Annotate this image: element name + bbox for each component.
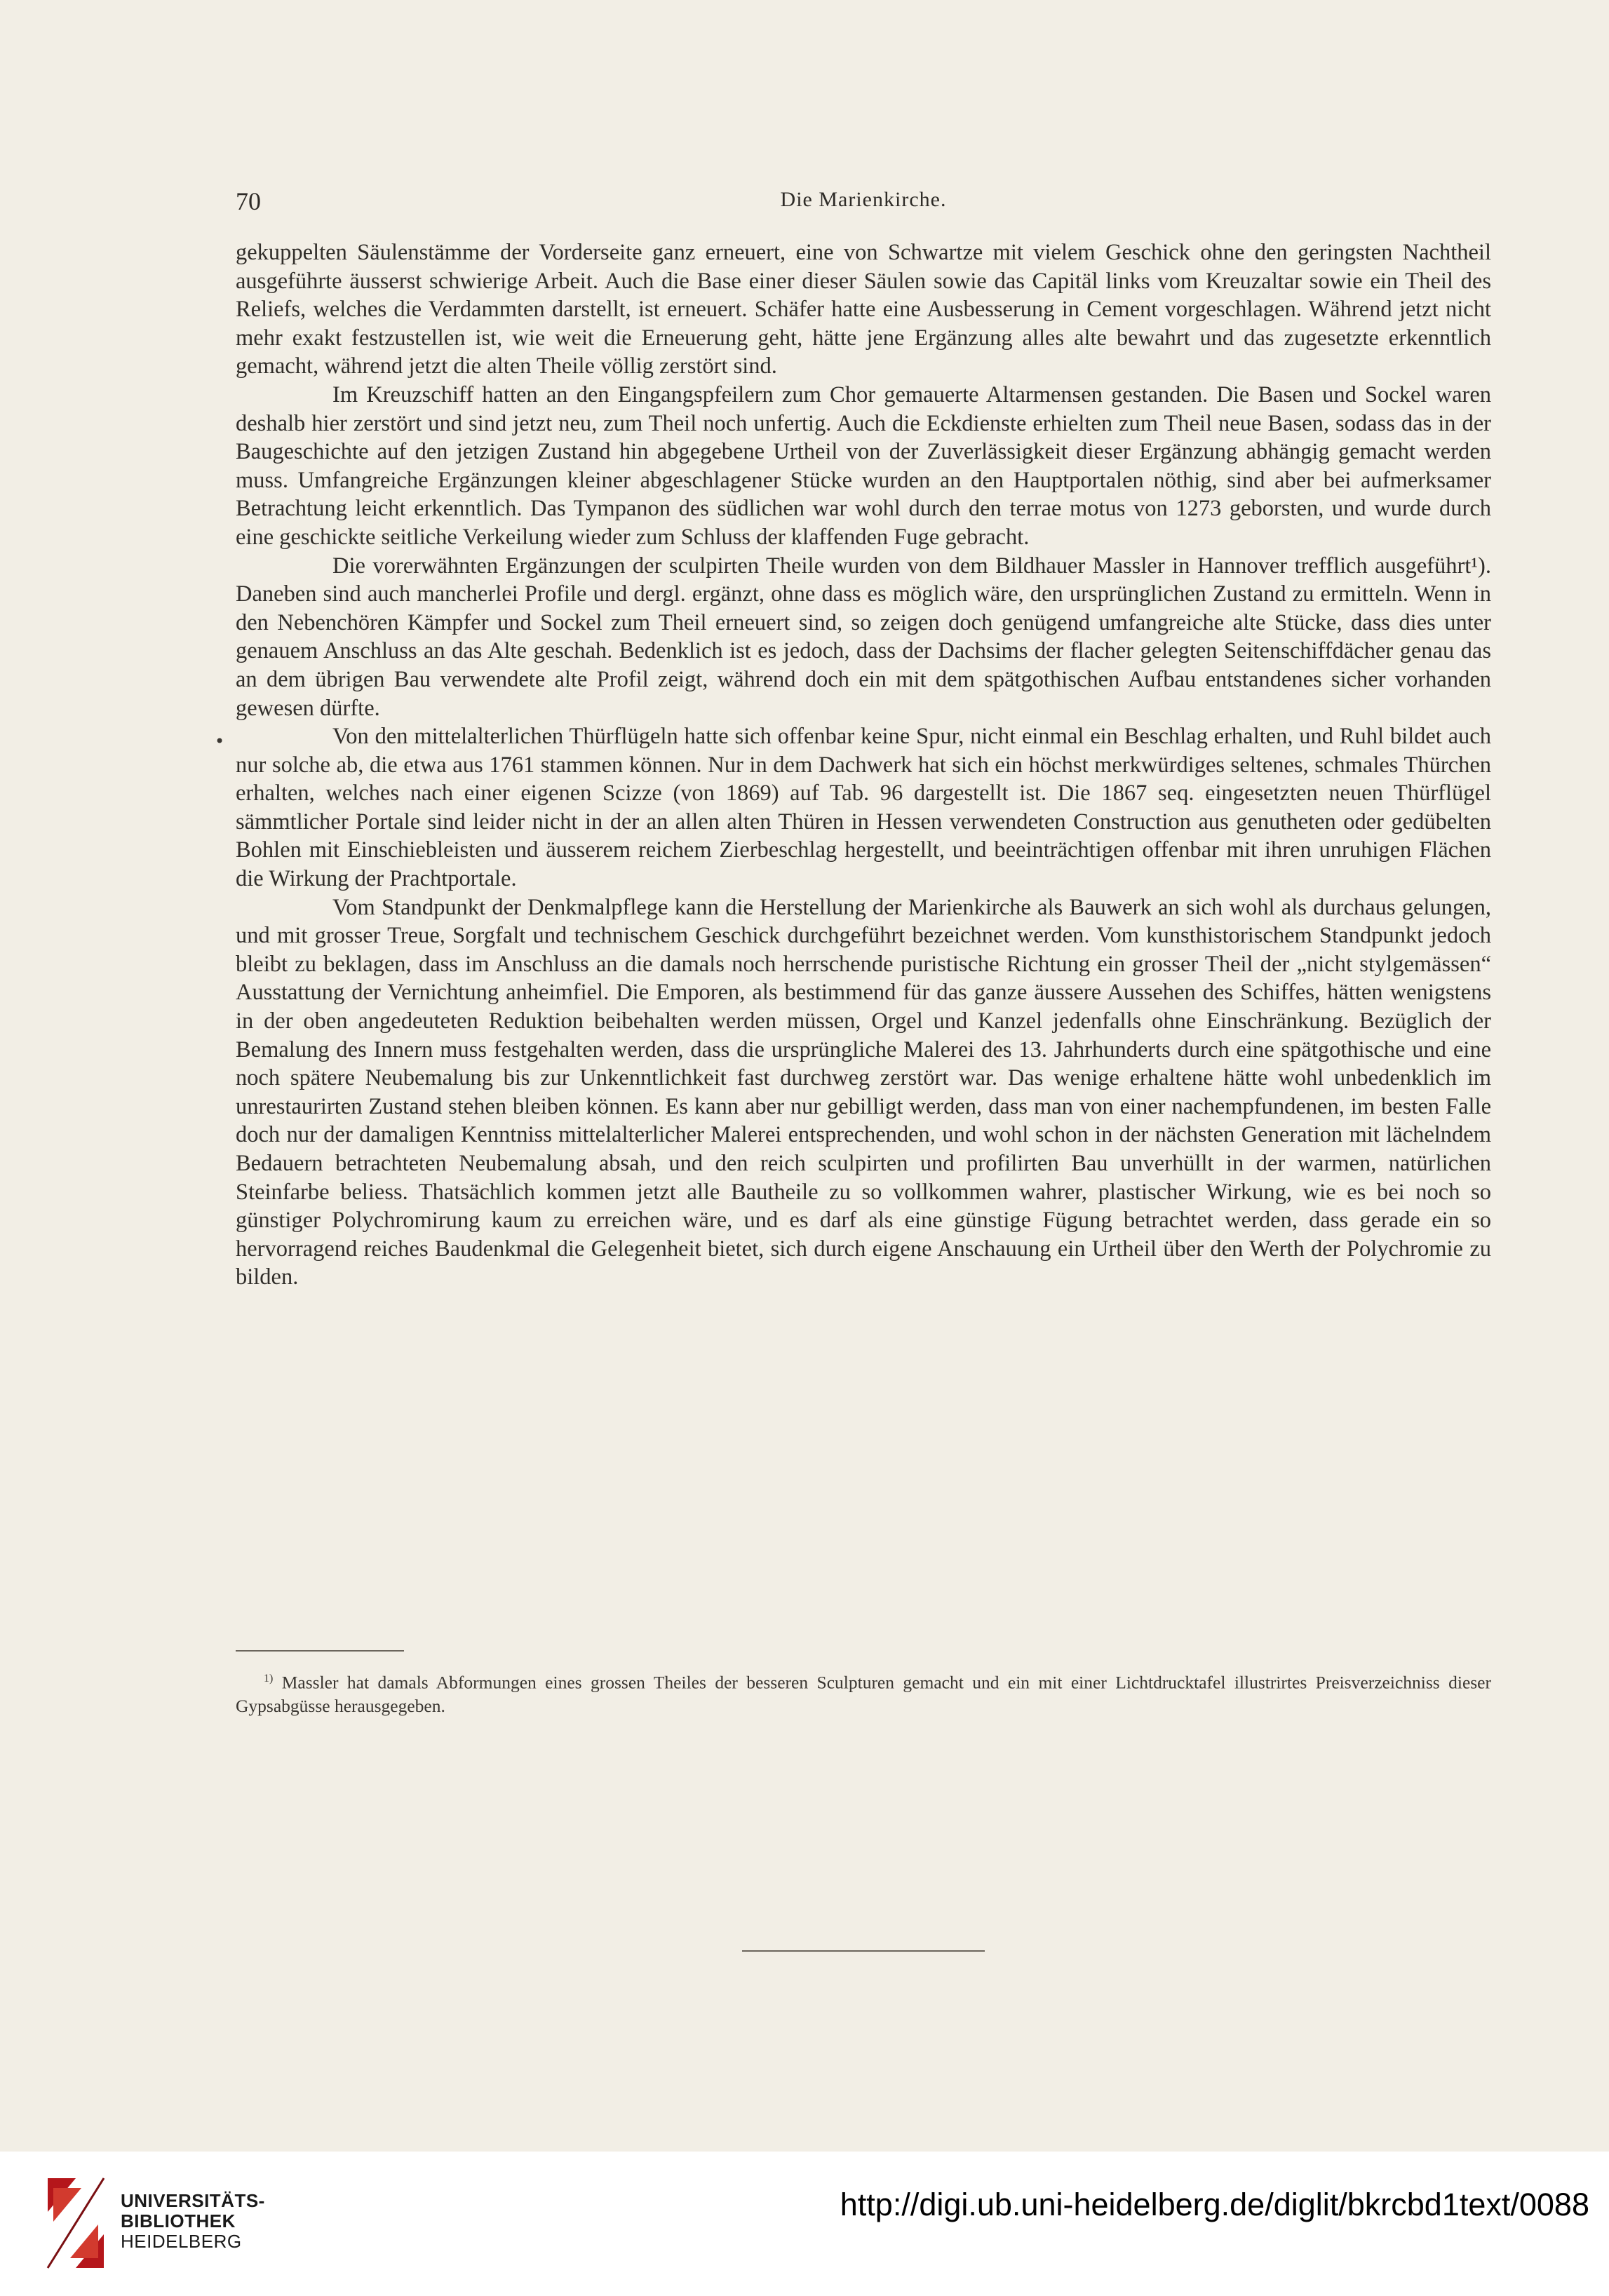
- margin-mark: •: [215, 731, 225, 751]
- paragraph-4: Von den mittelalterlichen Thürflügeln hatte sich offenbar keine Spur, nicht einmal ein Beschlag erhalten, und Ruhl bildet auch nur solche ab, die etwa aus 1761 stammen können. Nur in dem Dachwerk hat sich ein höchst merkwürdiges seltenes, schmales Thürchen erhalten, welches nach einer eigenen Scizze (von 1869) auf Tab. 96 dargestellt ist. Die 1867 seq. eingesetzten neuen Thürflügel sämmtlicher Portale sind leider nicht in der an allen alten Thüren in Hessen verwendeten Construction aus genutheten oder gedübelten Bohlen mit Einschiebleisten und äusserem reichem Zierbeschlag hergestellt, und beeinträchtigen offenbar mit ihren unruhigen Flächen die Wirkung der Prachtportale.: [236, 724, 1491, 892]
- paragraph-3: Die vorerwähnten Ergänzungen der sculpirten Theile wurden von dem Bildhauer Massler in Hannover trefflich ausgeführt¹). Daneben sind auch mancherlei Profile und dergl. ergänzt, ohne dass es möglich wäre, den ursprünglichen Zustand zu ermitteln. Wenn in den Nebenchören Kämpfer und Sockel zum Theil erneuert sind, so zeigen doch genügend umfangreiche alte Stücke, dass dies unter genauem Anschluss an das Alte geschah. Bedenklich ist es jedoch, dass der Dachsims der flacher gelegten Seitenschiffdächer genau das an dem übrigen Bau verwendete alte Profil zeigt, während doch ein mit dem spätgothischen Aufbau entstandenes sicher vorhanden gewesen dürfte.: [236, 553, 1491, 721]
- body-text: [236, 238, 1491, 1292]
- paragraph-1: gekuppelten Säulenstämme der Vorderseite ganz erneuert, eine von Schwartze mit vielem Geschick ohne den geringsten Nachtheil ausgeführte äusserst schwierige Arbeit. Auch die Base einer dieser Säulen sowie das Capitäl links vom Kreuzaltar sowie ein Theil des Reliefs, welches die Verdammten darstellt, ist erneuert. Schäfer hatte eine Ausbesserung in Cement vorgeschlagen. Während jetzt nicht mehr exakt festzustellen ist, wie weit die Erneuerung geht, hätte jene Ergänzung alles alte bewahrt und das zugesetzte erkenntlich gemacht, während jetzt die alten Theile völlig zerstört sind.: [236, 240, 1491, 379]
- page-number: 70: [236, 187, 261, 215]
- logo-line-2: BIBLIOTHEK: [121, 2210, 236, 2231]
- logo-line-1: UNIVERSITÄTS-: [121, 2190, 265, 2211]
- paragraph-2: Im Kreuzschiff hatten an den Eingangspfeilern zum Chor gemauerte Altarmensen gestanden. Die Basen und Sockel waren deshalb hier zerstört und sind jetzt neu, zum Theil noch unfertig. Auch die Eckdienste erhielten zum Theil neue Basen, sodass das in der Baugeschichte auf den jetzigen Zustand hin abgegebene Urtheil von der Zuverlässigkeit dieser Ergänzung abhängig gemacht werden muss. Umfangreiche Ergänzungen kleiner abgeschlagener Stücke wurden an den Hauptportalen nöthig, sind aber bei aufmerksamer Betrachtung leicht erkenntlich. Das Tympanon des südlichen war wohl durch den terrae motus von 1273 geborsten, und wurde durch eine geschickte seitliche Verkeilung wieder zum Schluss der klaffenden Fuge gebracht.: [236, 381, 1491, 550]
- library-logo-text: [121, 2191, 265, 2252]
- footnote-text: Massler hat damals Abformungen eines grossen Theiles der besseren Sculpturen gemacht und ein mit einer Lichtdrucktafel illustrirtes Preisverzeichniss dieser Gypsabgüsse herausgegeben.: [236, 1672, 1491, 1716]
- paragraph-5: Vom Standpunkt der Denkmalpflege kann die Herstellung der Marienkirche als Bauwerk an sich wohl als durchaus gelungen, und mit grosser Treue, Sorgfalt und technischem Geschick durchgeführt bezeichnet werden. Vom kunsthistorischem Standpunkt jedoch bleibt zu beklagen, dass im Anschluss an die damals noch herrschende puristische Richtung ein grosser Theil der „nicht stylgemässen“ Ausstattung der Vernichtung anheimfiel. Die Emporen, als bestimmend für das ganze äussere Aussehen des Schiffes, hätten wenigstens in der oben angedeuteten Reduktion beibehalten werden müssen, Orgel und Kanzel jedenfalls ohne Einschränkung. Bezüglich der Bemalung des Innern muss festgehalten werden, dass die ursprüngliche Malerei des 13. Jahrhunderts durch eine spätgothische und eine noch spätere Neubemalung bis zur Unkenntlichkeit fast durchweg zerstört war. Das wenige erhaltene hätte wohl unbedenklich im unrestaurirten Zustand stehen bleiben können. Es kann aber nur gebilligt werden, dass man von einer nachempfundenen, im besten Falle doch nur der damaligen Kenntniss mittelalterlicher Malerei entsprechenden, und wohl schon in der nächsten Generation mit lächelndem Bedauern betrachteten Neubemalung absah, und den reich sculpirten und profilirten Bau unverhüllt in der warmen, natürlichen Steinfarbe beliess. Thatsächlich kommen jetzt alle Bautheile zu so vollkommen wahrer, plastischer Wirkung, wie es bei noch so günstiger Polychromirung kaum zu erreichen wäre, und es darf als eine günstige Fügung betrachtet werden, dass gerade ein so hervorragend reiches Baudenkmal die Gelegenheit bietet, sich durch eigene Anschauung ein Urtheil über den Werth der Polychromie zu bilden.: [236, 894, 1491, 1290]
- logo-line-3: HEIDELBERG: [121, 2231, 242, 2252]
- source-url[interactable]: http://digi.ub.uni-heidelberg.de/diglit/bkrcbd1text/0088: [840, 2187, 1589, 2222]
- footnote-divider: [236, 1650, 404, 1652]
- end-divider: [742, 1950, 985, 1952]
- page-header: [236, 187, 1491, 222]
- running-title: Die Marienkirche.: [780, 188, 947, 211]
- library-logo-icon: [43, 2174, 108, 2272]
- footnote: [236, 1667, 1491, 1717]
- footnote-mark: 1): [264, 1673, 274, 1684]
